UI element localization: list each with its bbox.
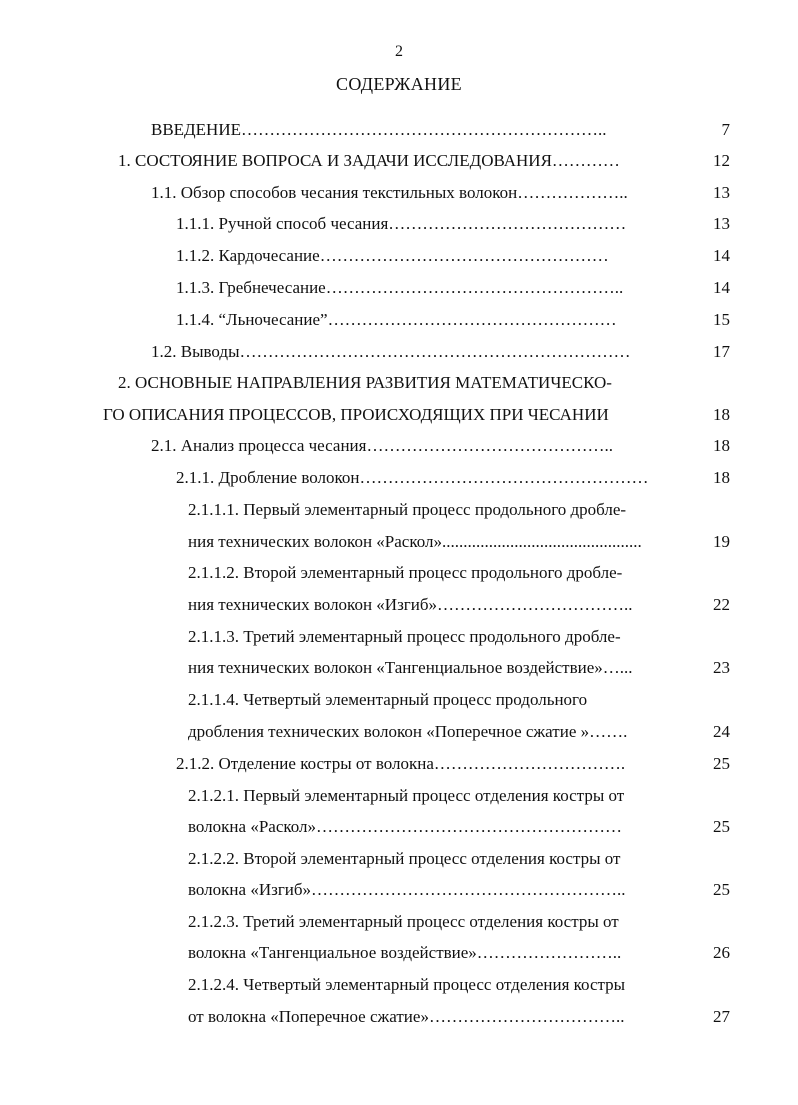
toc-entry-page: 14 [713,246,730,265]
toc-entry-text-line2: ния технических волокон «Тангенциальное воздействие»…... [188,658,633,677]
toc-entry-page: 7 [721,120,730,139]
toc-entry-page: 23 [713,658,730,677]
toc-entry-text: 2.1. Анализ процесса чесания…………………………………….. [151,436,613,455]
toc-entry-page: 22 [713,595,730,614]
toc-entry-page: 15 [713,310,730,329]
toc-entry-text-line2: волокна «Раскол»……………………………………………… [188,817,623,836]
toc-entry-page: 18 [713,468,730,487]
toc-entry-text-line1: 2.1.1.1. Первый элементарный процесс продольного дробле- [188,500,627,519]
toc-entry-page: 18 [713,405,730,424]
toc-entry-page: 13 [713,214,730,233]
toc-entry-text-line1: 2.1.1.4. Четвертый элементарный процесс продольного [188,690,588,709]
toc-entry-text-line2: ния технических волокон «Раскол»............................................... [188,532,642,551]
toc-entry-text-line1: 2.1.2.4. Четвертый элементарный процесс отделения костры [188,975,626,994]
toc-entry-text-line1: 2.1.2.1. Первый элементарный процесс отделения костры от [188,786,625,805]
toc-entry-page: 25 [713,817,730,836]
toc-entry-text: 1.1.1. Ручной способ чесания…………………………………… [176,214,627,233]
toc-entry-text-line1: 2. ОСНОВНЫЕ НАПРАВЛЕНИЯ РАЗВИТИЯ МАТЕМАТИЧЕСКО- [118,373,612,392]
toc-entry-page: 13 [713,183,730,202]
toc-entry-text: 1.1. Обзор способов чесания текстильных волокон……………….. [151,183,628,202]
toc-entry-text-line2: ния технических волокон «Изгиб»…………………………….. [188,595,633,614]
page-number: 2 [395,43,403,60]
toc-entry-text-line2: волокна «Изгиб»……………………………………………….. [188,880,626,899]
toc-entry-page: 19 [713,532,730,551]
toc-entry-text: 1.1.2. Кардочесание…………………………………………… [176,246,609,265]
toc-entry-page: 14 [713,278,730,297]
toc-entry-page: 25 [713,880,730,899]
toc-entry-page: 12 [713,151,730,170]
toc-entry-text-line2: дробления технических волокон «Поперечное сжатие »……. [188,722,628,741]
page-title: СОДЕРЖАНИЕ [336,74,462,94]
toc-entry-text: 2.1.2. Отделение костры от волокна……………………………. [176,754,626,773]
toc-entry-text: 2.1.1. Дробление волокон…………………………………………… [176,468,649,487]
toc-entry-text: 1.1.3. Гребнечесание…………………………………………….. [176,278,624,297]
toc-entry-text: 1.2. Выводы…………………………………………………………… [151,342,631,361]
toc-entry-page: 25 [713,754,730,773]
toc-entry-text-line2: ГО ОПИСАНИЯ ПРОЦЕССОВ, ПРОИСХОДЯЩИХ ПРИ ЧЕСАНИИ [103,405,609,424]
toc-entry-text-line1: 2.1.2.2. Второй элементарный процесс отделения костры от [188,849,621,868]
toc-entry-text: 1.1.4. “Льночесание”…………………………………………… [176,310,617,329]
toc-entry-page: 17 [713,342,730,361]
toc-entry-page: 24 [713,722,730,741]
toc-entry-text-line1: 2.1.1.2. Второй элементарный процесс продольного дробле- [188,563,623,582]
toc-entry-text-line1: 2.1.1.3. Третий элементарный процесс продольного дробле- [188,627,621,646]
toc-entry-text: 1. СОСТОЯНИЕ ВОПРОСА И ЗАДАЧИ ИССЛЕДОВАНИЯ………… [118,151,620,170]
toc-entry-text-line1: 2.1.2.3. Третий элементарный процесс отделения костры от [188,912,619,931]
toc-entry-page: 26 [713,943,730,962]
toc-entry-page: 27 [713,1007,730,1026]
toc-entry-text: ВВЕДЕНИЕ……………………………………………………….. [151,120,607,139]
toc-entry-page: 18 [713,436,730,455]
toc-entry-text-line2: от волокна «Поперечное сжатие»…………………………….. [188,1007,625,1026]
toc-entry-text-line2: волокна «Тангенциальное воздействие»…………………….. [188,943,622,962]
